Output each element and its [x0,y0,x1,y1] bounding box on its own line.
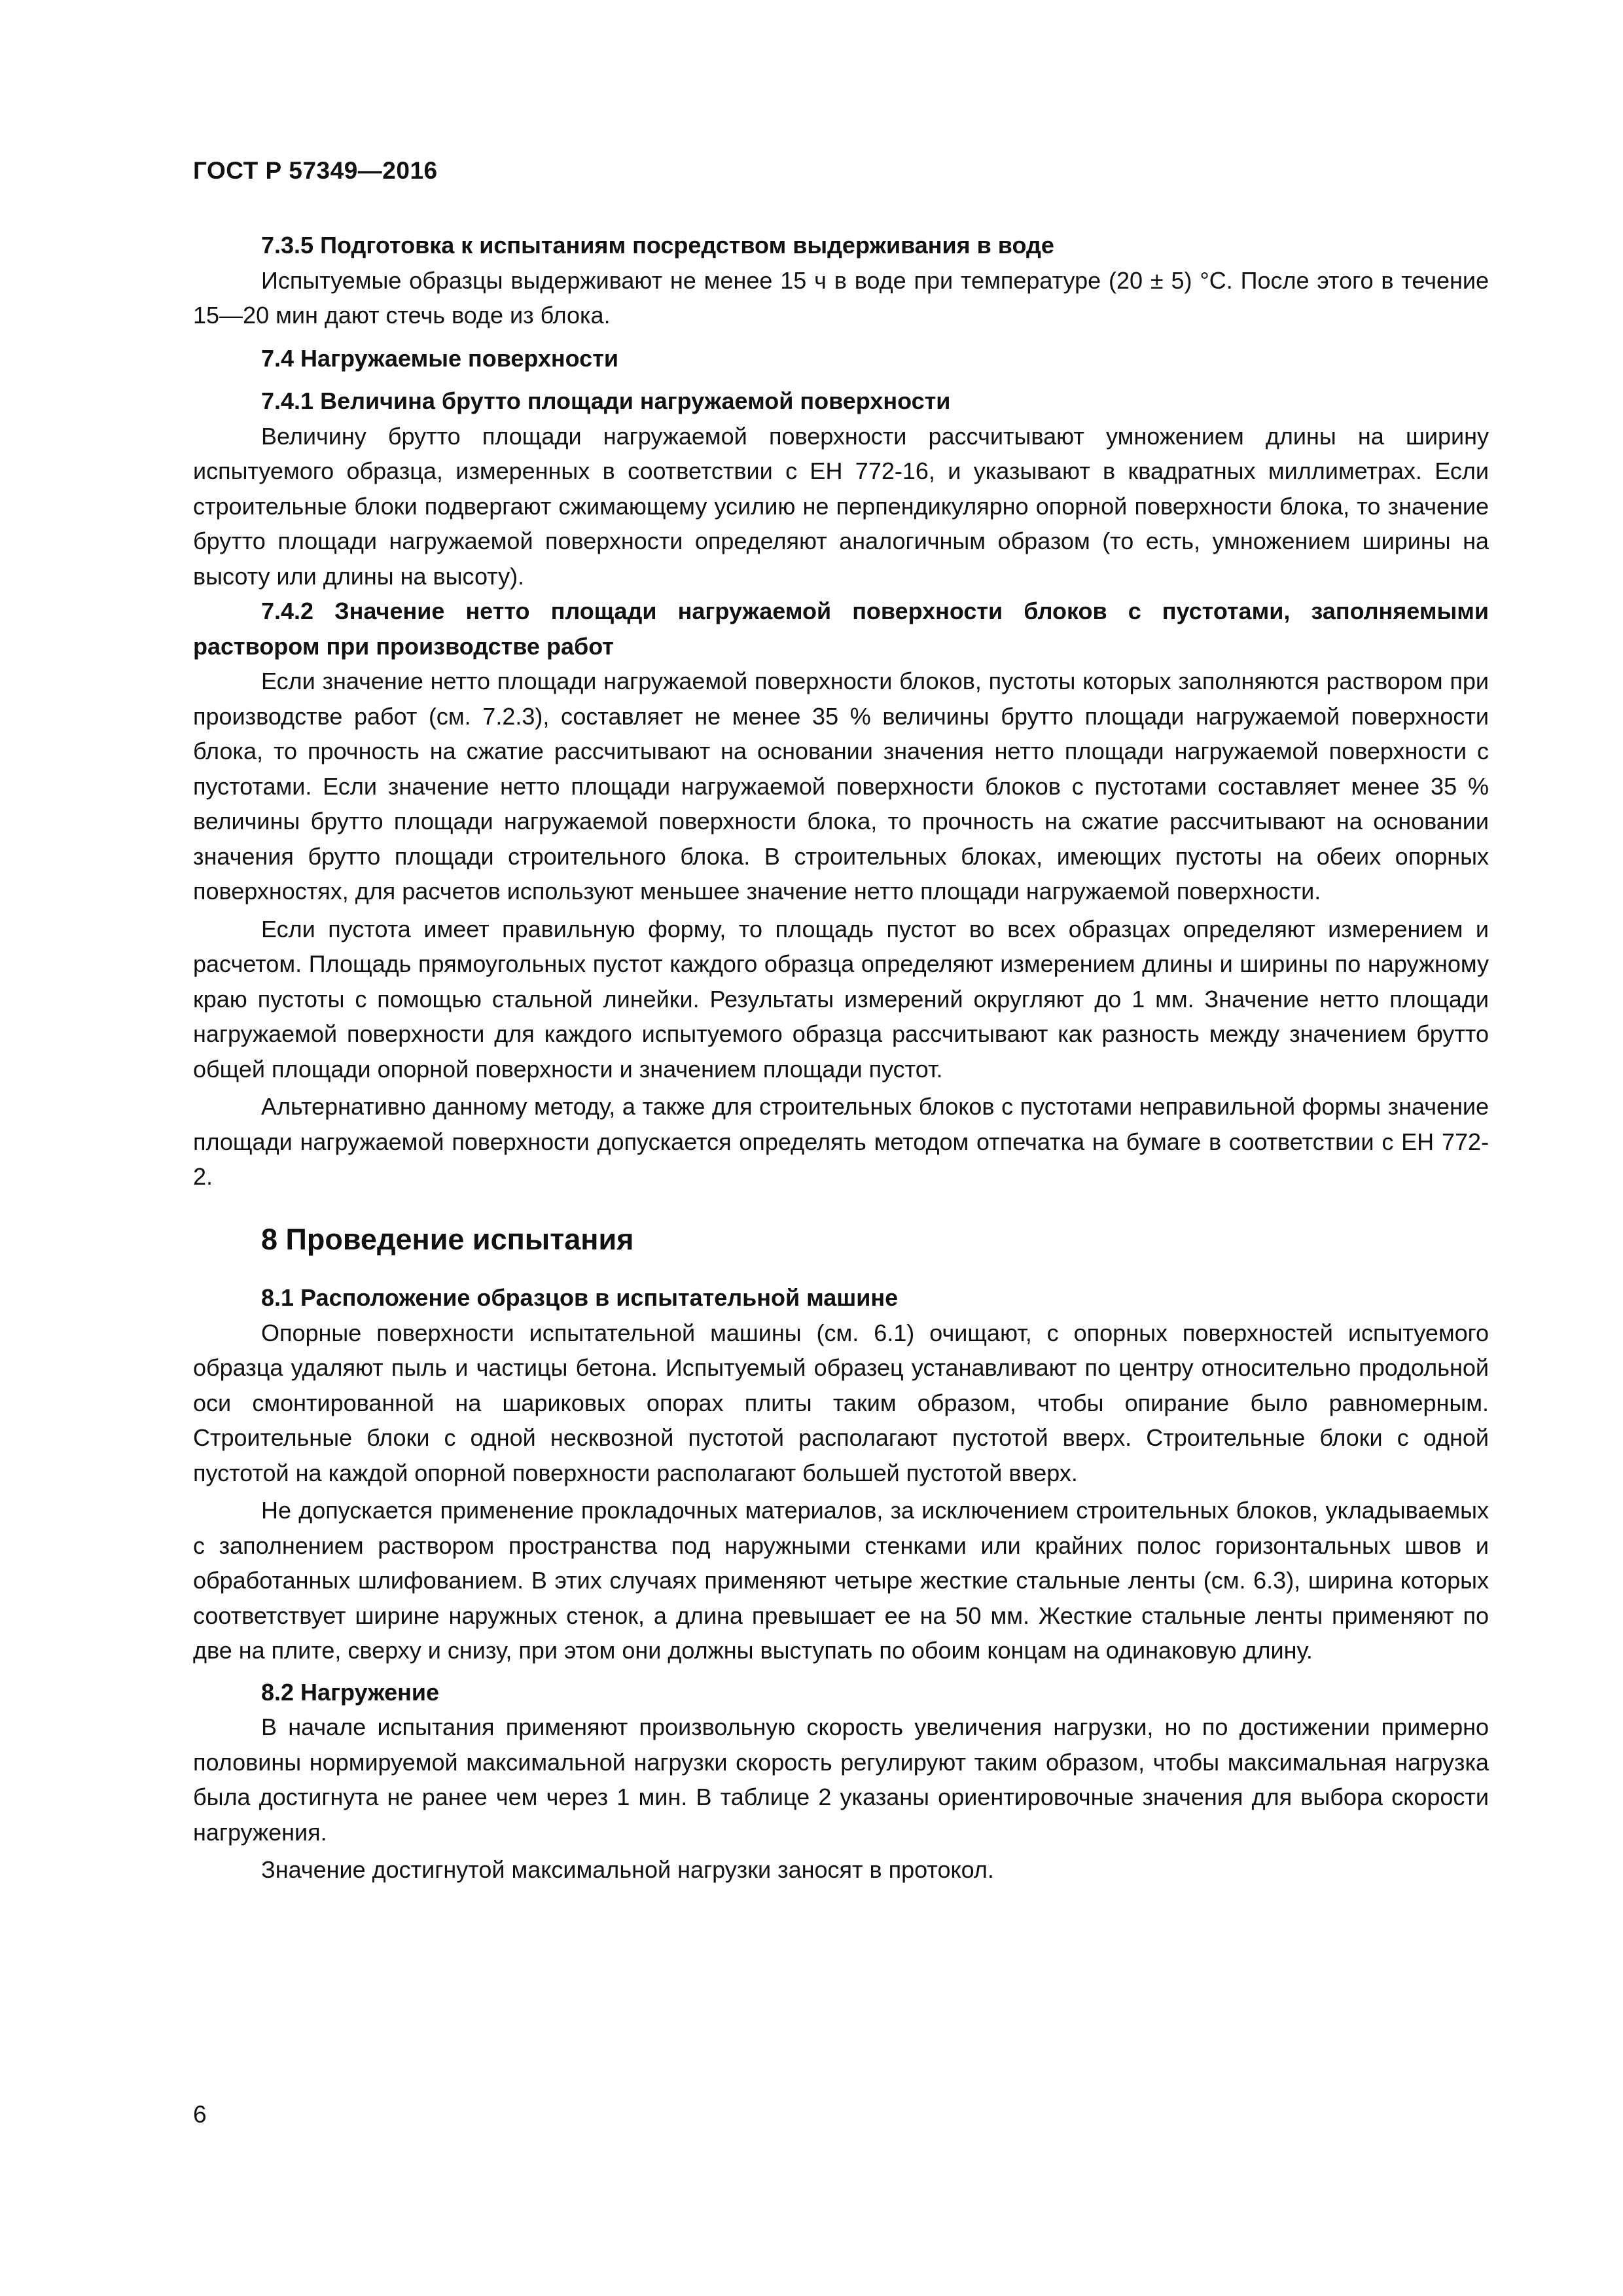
heading-7-3-5: 7.3.5 Подготовка к испытаниям посредством выдерживания в воде [261,232,1054,259]
heading-7-4-1: 7.4.1 Величина брутто площади нагружаемой поверхности [261,387,951,414]
heading-7-4: 7.4 Нагружаемые поверхности [261,344,618,372]
document-body [193,228,1489,1888]
paragraph: Величину брутто площади нагружаемой поверхности рассчитывают умножением длины на ширину испытуемого образца, измеренных в соответствии с ЕН 772-16, и указывают в квадратных миллиметрах. Если строительные блоки подвергают сжимающему усилию не перпендикулярно опорной поверхности блока, то значение брутто площади нагружаемой поверхности определяют аналогичным образом (то есть, умножением ширины на высоту или длины на высоту). [193,422,1489,590]
paragraph: Испытуемые образцы выдерживают не менее 15 ч в воде при температуре (20 ± 5) °С. После этого в течение 15—20 мин дают стечь воде из блока. [193,266,1489,329]
paragraph: В начале испытания применяют произвольную скорость увеличения нагрузки, но по достижении примерно половины нормируемой максимальной нагрузки скорость регулируют таким образом, чтобы максимальная нагрузка была достигнута не ранее чем через 1 мин. В таблице 2 указаны ориентировочные значения для выбора скорости нагружения. [193,1713,1489,1846]
page-number: 6 [193,2101,207,2128]
paragraph: Альтернативно данному методу, а также для строительных блоков с пустотами неправильной формы значение площади нагружаемой поверхности допускается определять методом отпечатка на бумаге в соответствии с ЕН 772-2. [193,1093,1489,1190]
heading-8-1: 8.1 Расположение образцов в испытательной машине [261,1284,899,1311]
paragraph: Если значение нетто площади нагружаемой поверхности блоков, пустоты которых заполняются раствором при производстве работ (см. 7.2.3), составляет не менее 35 % величины брутто площади нагружаемой поверхности блока, то прочность на сжатие рассчитывают на основании значения нетто площади нагружаемой поверхности с пустотами. Если значение нетто площади нагружаемой поверхности блоков с пустотами составляет менее 35 % величины брутто площади нагружаемой поверхности блока, то прочность на сжатие рассчитывают на основании значения брутто площади строительного блока. В строительных блоках, имеющих пустоты на обеих опорных поверхностях, для расчетов используют меньшее значение нетто площади нагружаемой поверхности. [193,668,1489,905]
paragraph: Не допускается применение прокладочных материалов, за исключением строительных блоков, укладываемых с заполнением раствором пространства под наружными стенками или крайних полос горизонтальных швов и обработанных шлифованием. В этих случаях применяют четыре жесткие стальные ленты (см. 6.3), ширина которых соответствует ширине наружных стенок, а длина превышает ее на 50 мм. Жесткие стальные ленты применяют по две на плите, сверху и снизу, при этом они должны выступать по обоим концам на одинаковую длину. [193,1497,1489,1664]
heading-8-2: 8.2 Нагружение [261,1678,440,1706]
paragraph: Опорные поверхности испытательной машины (см. 6.1) очищают, с опорных поверхностей испытуемого образца удаляют пыль и частицы бетона. Испытуемый образец устанавливают по центру относительно продольной оси смонтированной на шариковых опорах плиты таким образом, чтобы опирание было равномерным. Строительные блоки с одной несквозной пустотой располагают пустотой вверх. Строительные блоки с одной пустотой на каждой опорной поверхности располагают большей пустотой вверх. [193,1319,1489,1486]
heading-8: 8 Проведение испытания [261,1222,634,1256]
paragraph: Если пустота имеет правильную форму, то площадь пустот во всех образцах определяют измерением и расчетом. Площадь прямоугольных пустот каждого образца определяют измерением длины и ширины по наружному краю пустоты с помощью стальной линейки. Результаты измерений округляют до 1 мм. Значение нетто площади нагружаемой поверхности для каждого испытуемого образца рассчитывают как разность между значением брутто общей площади опорной поверхности и значением площади пустот. [193,915,1489,1083]
heading-7-4-2: 7.4.2 Значение нетто площади нагружаемой поверхности блоков с пустотами, заполняемыми раствором при производстве работ [193,598,1489,660]
document-code-header: ГОСТ Р 57349—2016 [193,157,438,184]
paragraph: Значение достигнутой максимальной нагрузки заносят в протокол. [261,1856,994,1883]
